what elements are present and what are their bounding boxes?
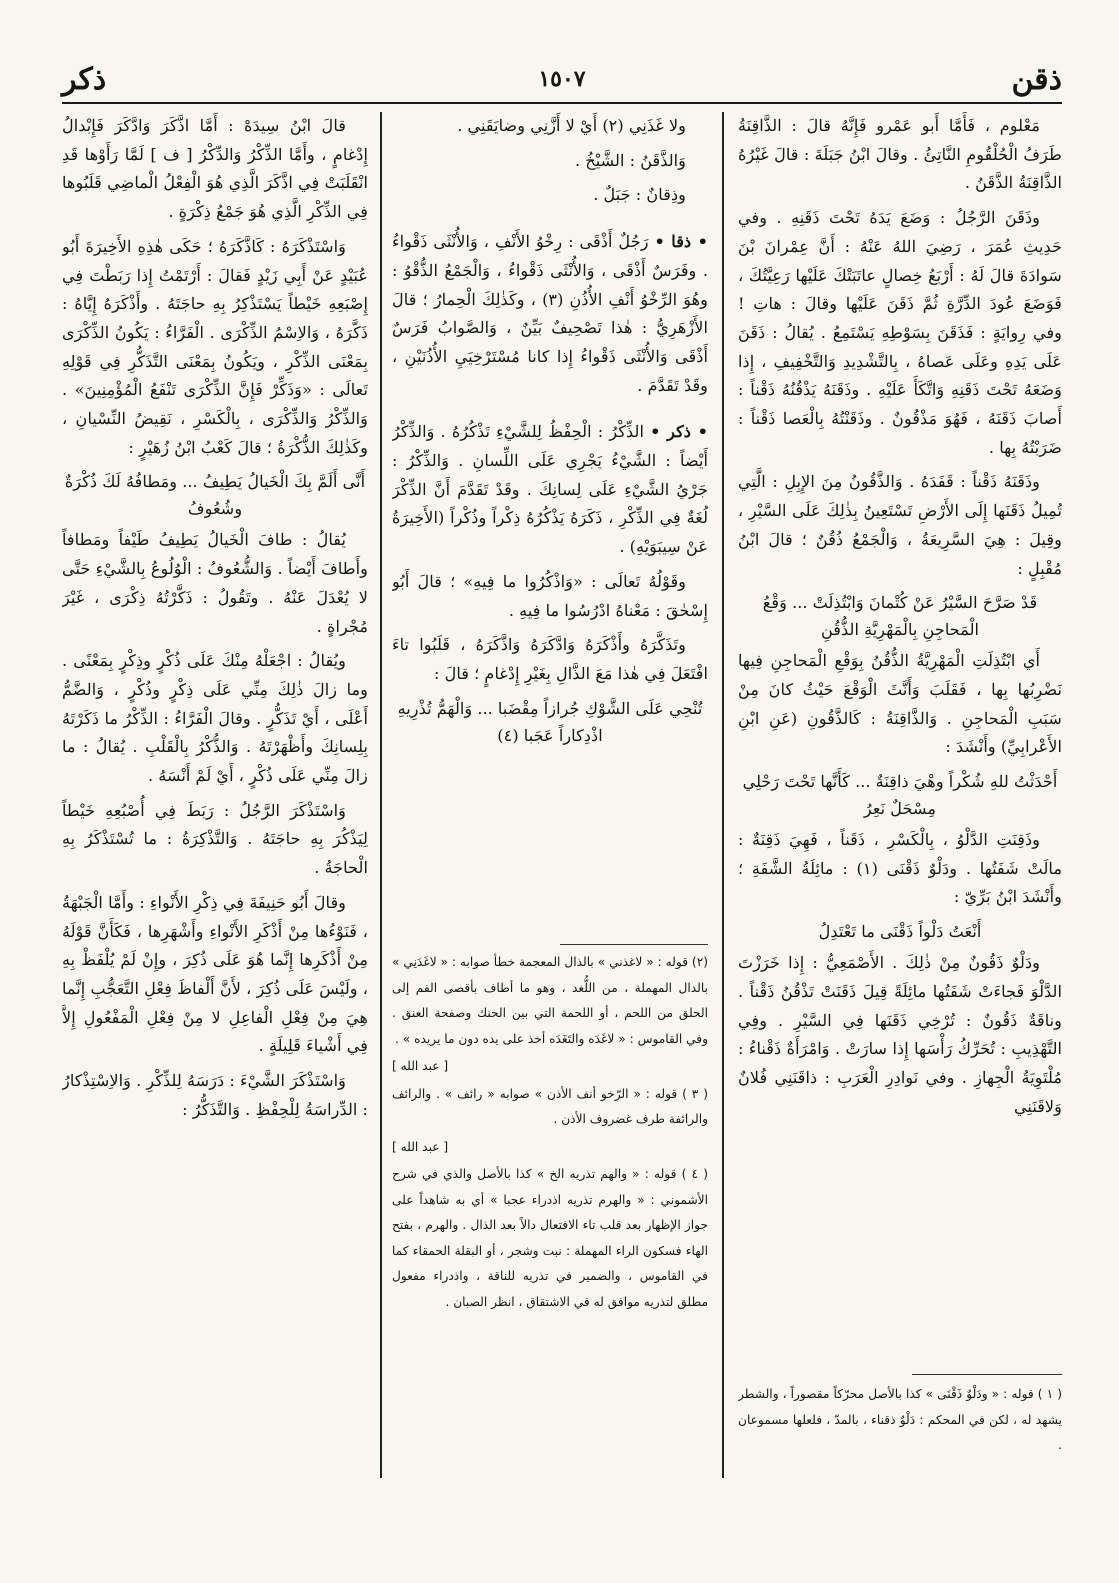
paragraph: وَاسْتَذْكَرَهُ : كَاذَّكَرَهُ ؛ حَكَى هٰذِهِ الأَخِيرَةَ أَبُو عُبَيْدٍ عَنْ أَبِي زَيْدٍ فَقالَ : أَرْتَمْتُ إِذا رَبَطْتَ فِي إِصْبَعِهِ خَيْطاً يَسْتَذْكِرُ بِهِ حاجَتَهُ . وأَذْكَرَهُ إِيَّاهُ : ذَكَّرَهُ ، وَالاِسْمُ الذِّكْرَى . الْفَرَّاءُ : يَكُونُ الذِّكْرَى بِمَعْنَى الذِّكْرِ ، ويَكُونُ بِمَعْنَى التَّذَكُّرِ فِي قَوْلِهِ تَعالَى : «وَذَكِّرْ فَإِنَّ الذِّكْرَى تَنْفَعُ الْمُؤْمِنِينَ» . وَالذِّكْرُ وَالذِّكْرَى ، بِالْكَسْرِ ، نَقِيضُ النِّسْيانِ ، وكَذٰلِكَ الذُّكْرَةُ ؛ قالَ كَعْبُ ابْنُ زُهَيْرٍ : — [62, 236, 368, 457]
verse: قَدْ صَرَّحَ السَّيْرُ عَنْ كُتْمانَ وَابْتُذِلَتْ ... وَقْعُ الْمَحاجِنِ بِالْمَهْرِيَّةِ الذُّقُنِ — [762, 593, 1038, 640]
verse: أَنَّى أَلَمَّ بِكَ الْخَيالُ يَطِيفُ ... ومَطافُهُ لَكَ ذُكْرَةٌ وشُعُوفُ — [64, 472, 366, 519]
column-left — [62, 112, 368, 1478]
footnotes-middle — [392, 950, 708, 1380]
footnote: ( ٤ ) قوله : « والهم تذريه الخ » كذا بالأصل والذي في شرح الأشموني : « والهرم تذريه اذدراء عجبا » أي به شاهداً على جواز الإظهار بعد قلب تاء الافتعال دالاً بعد الذال . والهرم ، بفتح الهاء فسكون الراء المهملة : نبت وشجر ، أو البقلة الحمقاء كما في القاموس ، والضمير في تذريه للناقة ، واذدراء مفعول مطلق لتذريه موافق له في الاشتقاق ، انظر الصبان . — [392, 1167, 708, 1309]
paragraph: وتَذَكَّرَهُ وأَذْكَرَهُ وَادَّكَرَهُ وَاذَّكَرَهُ ، قَلَبُوا تاءَ افْتَعَلَ فِي هٰذا مَعَ الذَّالِ بِغَيْرِ إِدْغامٍ ؛ قالَ : — [392, 635, 708, 683]
paragraph: وَاسْتَذْكَرَ الشَّيْءَ : دَرَسَهُ لِلذِّكْرِ . وَالاِسْتِذْكارُ : الدِّراسَةُ لِلْحِفْظِ . وَالتَّذَكُّرُ : — [62, 1071, 368, 1119]
paragraph: وذَقَنَهُ ذَقْناً : قَفَدَهُ . وَالذَّقُونُ مِنَ الإِبِلِ : الَّتِي تُمِيلُ ذَقَنَها إِلَى الأَرْضِ تَسْتَعِينُ بِذٰلِكَ عَلَى السَّيْرِ ، وقِيلَ : هِيَ السَّرِيعَةُ ، وَالْجَمْعُ ذُقُنٌ ؛ قالَ ابْنُ مُقْبِلٍ : — [738, 472, 1062, 578]
header-left-word: ذكر — [62, 62, 107, 97]
footnote: ( ٣ ) قوله : « الرّخو أنف الأذن » صوابه « رائف » . والرائف والرائفة طرف غضروف الأذن . — [392, 1086, 708, 1126]
verse: أَنْعَتُ دَلْواً ذَقْنَى ما تَعْتَدِلُ — [818, 922, 982, 942]
column-divider — [722, 112, 724, 1478]
page-header — [62, 58, 1062, 104]
column-right — [738, 112, 1062, 1197]
paragraph: وقَوْلُهُ تَعالَى : «وَاذْكُرُوا ما فِيهِ» ؛ قالَ أَبُو إِسْحٰقَ : مَعْناهُ ادْرُسُوا ما فِيهِ . — [392, 571, 708, 620]
paragraph: وذَقِنَتِ الدَّلْوُ ، بِالْكَسْرِ ، ذَقَناً ، فَهِيَ ذَقِنَةٌ : مالَتْ شَفَتُها . ودَلْوٌ ذَقْنَى (١) : مائِلَةُ الشَّفَةِ ؛ وأَنْشَدَ ابْنُ بَرِّيّ : — [738, 830, 1062, 907]
footnote: ( ١ ) قوله : « ودَلْوٌ ذَقْنَى » كذا بالأصل محرّكاً مقصوراً ، والشطر يشهد له ، لكن في المحكم : دَلْوٌ ذقناء ، بالمدّ ، فلعلها مسموعان . — [738, 1387, 1062, 1452]
entry-text: الذِّكْرُ : الْحِفْظُ لِلشَّيْءِ تَذْكُرُهُ . وَالذِّكْرُ أَيْضاً : الشَّيْءُ يَجْرِي عَلَى اللِّسانِ . وَالذِّكْرُ : جَرْيُ الشَّيْءِ عَلَى لِسانِكَ . وقَدْ تَقَدَّمَ أَنَّ الذِّكْرَ لُغَةٌ فِي الذِّكْرِ ، ذَكَرَهُ يَذْكُرُهُ ذِكْراً وذُكْراً (الأَخِيرَةُ عَنْ سِيبَوَيْهِ) . — [392, 422, 708, 557]
paragraph: وَاسْتَذْكَرَ الرَّجُلُ : رَبَطَ فِي أُصْبُعِهِ خَيْطاً لِيَذْكُرَ بِهِ حاجَتَهُ . وَالتَّذْكِرَةُ : ما تُسْتَذْكَرُ بِهِ الْحاجَةُ . — [62, 800, 368, 878]
entry-dhakara — [392, 418, 708, 562]
entry-dhaqa — [392, 228, 708, 400]
page-number: ١٥٠٧ — [538, 66, 586, 92]
footnotes-right — [738, 1382, 1062, 1462]
paragraph: أَي ابْتُذِلَتِ الْمَهْرِيَّةُ الذُّقُنُ بِوَقْعِ الْمَحاجِنِ فِيها نَضْرِبُها بِها ، فَقَلَبَ وَأَنَّثَ الْوَقْعَ حَيْثُ كانَ مِنْ سَبَبِ الْمَحاجِنِ . وَالذَّاقِنَةُ : كَالذَّقُونِ (عَنِ ابْنِ الأَعْرابِيِّ) وأَنْشَدَ : — [738, 651, 1062, 757]
headword: • ذقا • — [654, 232, 708, 252]
verse: أَحْدَثْتُ للهِ شُكْراً وهْيَ ذاقِنَةٌ ... كَأَنَّها تَحْتَ رَحْلِي مِسْحَلٌ نَعِرُ — [742, 772, 1058, 819]
footnote-signature: [ عبد الله ] — [392, 1139, 449, 1154]
verse: تُنْحِي عَلَى الشَّوْكِ جُرازاً مِقْضَبا ... وَالْهَمُّ تُذْرِيهِ اذْدِكاراً عَجَبا (٤) — [397, 698, 703, 745]
entry-text: رَجُلٌ أَذْقَى : رِخْوُ الأَنْفِ ، وَالأُنْثَى ذَقْواءُ . وفَرَسٌ أَذْقَى ، وَالأُنْثَى ذَقْواءُ ، وَالْجَمْعُ الذُّقْوُ : وهُوَ الرِّخْوُ أَنْفِ الأُذُنِ (٣) ، وكَذٰلِكَ الْحِمارُ ؛ قالَ الأَزْهَرِيُّ : هٰذا تَصْحِيفٌ بَيِّنٌ ، وَالصَّوابُ فَرَسٌ أَذْقَى وَالأُنْثَى ذَقْواءُ إِذا كانا مُسْتَرْخِيَيِ الأُذُنَيْنِ ، وقَدْ تَقَدَّمَ . — [392, 232, 708, 395]
paragraph: ويُقالُ : اجْعَلْهُ مِنْكَ عَلَى ذُكْرٍ وذِكْرٍ بِمَعْنًى . وما زالَ ذٰلِكَ مِنِّي عَلَى ذِكْرٍ وذُكْرٍ ، وَالضَّمُّ أَعْلَى ، أَيْ تَذَكُّرٍ . وقالَ الْفَرَّاءُ : الذِّكْرُ ما ذَكَرْتَهُ بِلِسانِكَ وأَظْهَرْتَهُ . وَالذُّكْرُ بِالْقَلْبِ . يُقالُ : ما زالَ مِنِّي عَلَى ذُكْرٍ ، أَيْ لَمْ أَنْسَهُ . — [62, 651, 368, 786]
footnote-rule — [560, 944, 708, 945]
paragraph: وقالَ أَبُو حَنِيفَةَ فِي ذِكْرِ الأَنْواءِ : وأَمَّا الْجَبْهَةُ ، فَنَوْءُها مِنْ أَذْكَرِ الأَنْواءِ وأَشْهَرِها ، فَكَأَنَّ قَوْلَهُ مِنْ أَذْكَرِها إِنَّما هُوَ عَلَى ذُكِرَ ، وإِنْ لَمْ يُلْفَظْ بِهِ ، ولَيْسَ عَلَى ذُكِرَ ، لأَنَّ أَلْفاظَ فِعْلِ التَّعَجُّبِ إِنَّما هِيَ مِنْ فِعْلِ الْفاعِلِ لا مِنْ فِعْلِ الْمَفْعُولِ إِلاَّ فِي أَشْياءَ قَلِيلَةٍ . — [62, 892, 368, 1056]
paragraph: وذِقانٌ : جَبَلٌ . — [593, 185, 686, 205]
column-divider — [380, 112, 382, 1478]
paragraph: وذَقَنَ الرَّجُلُ : وَضَعَ يَدَهُ تَحْتَ ذَقَنِهِ . وفي حَدِيثِ عُمَرَ ، رَضِيَ اللهُ عَنْهُ : أَنَّ عِمْرانَ بْنَ سَوادَةَ قالَ لَهُ : أَرْبَعُ خِصالٍ عاتَبَتْكَ عَلَيْها رَعِيَّتُكَ ، فَوَضَعَ عُودَ الدِّرَّةِ ثُمَّ ذَقَنَ عَلَيْها وقالَ : هاتِ ! وفي رِوايَةٍ : فَذَقَنَ بِسَوْطِهِ يَسْتَمِعُ . يُقالُ : ذَقَنَ عَلَى يَدِهِ وعَلَى عَصاهُ ، بِالتَّشْدِيدِ وَالتَّخْفِيفِ ، إِذا وَضَعَهُ تَحْتَ ذَقَنِهِ وَاتَّكَأَ عَلَيْهِ . وذَقَنَهُ يَذْقُنُهُ ذَقْناً : أَصابَ ذَقَنَهُ ، فَهُوَ مَذْقُونٌ . وذَقَنْتُهُ بِالْعَصا ذَقْناً : ضَرَبْتُهُ بِها . — [738, 208, 1062, 457]
column-middle — [392, 112, 708, 948]
paragraph: يُقالُ : طافَ الْخَيالُ يَطِيفُ طَيْفاً ومَطافاً وأَطافَ أَيْضاً . وَالشُّعُوفُ : الْوُلُوعُ بِالشَّيْءِ حَتَّى لا يُعْدَلَ عَنْهُ . وتَقُولُ : ذَكَّرْتُهُ ذِكْرَى ، غَيْرَ مُجْراةٍ . — [62, 530, 368, 636]
paragraph: ودَلْوٌ ذَقُونٌ مِنْ ذٰلِكَ . الأَصْمَعِيُّ : إِذا خَرَزْتَ الدَّلْوَ فَجاءَتْ شَفَتُها مائِلَةً قِيلَ ذَقَنَتْ تَذْقُنُ ذَقْناً . وناقَةٌ ذَقُونٌ : تُرْخِي ذَقَنَها فِي السَّيْرِ . وفِي التَّهْذِيبِ : تُحَرِّكُ رَأْسَها إِذا سارَتْ . وَامْرَأَةٌ ذَقْناءُ : مُلْتَوِيَةُ الْجِهازِ . وفي نَوادِرِ الْعَرَبِ : ذاقَنَنِي فُلانٌ وَلاقَنَنِي — [738, 953, 1062, 1116]
footnote: (٢) قوله : « لاغذني » بالذال المعجمة خطأ صوابه : « لاغَدَنِي » بالدال المهملة ، من اللُّغد ، وهو ما أطاف بأقصى الفم إلى الحلق من اللحم ، أو اللحمة التي بين الحنك وصفحة العنق . وفي القاموس : « لاغَدَه والتَغَدَه أخذ على يده دون ما يريده » . — [392, 955, 708, 1046]
paragraph: قالَ ابْنُ سِيدَهْ : أَمَّا اذَّكَرَ وَادَّكَرَ فَإِبْدالُ إِدْغامٍ ، وأَمَّا الذِّكْرُ وَالدِّكْرُ [ ف ] لَمَّا رَأَوْها قَدِ انْقَلَبَتْ فِي اذَّكَرَ الَّذِي هُوَ الْفِعْلُ الْماضِي قَلَبُوها فِي الذِّكْرِ الَّذِي هُوَ جَمْعُ ذِكْرَةٍ . — [62, 116, 368, 222]
paragraph: مَعْلوم ، فَأَمَّا أَبو عَمْرو فَإِنَّهُ قالَ : الذَّاقِنَةُ طَرَفُ الْحُلْقُومِ النَّاتِئُ . وقالَ ابْنُ جَبَلَةَ : قالَ غَيْرُهُ الذَّاقِنَةُ الذَّقَنُ . — [738, 116, 1062, 193]
footnote-rule — [912, 1374, 1062, 1375]
headword: • ذكر • — [650, 422, 708, 442]
paragraph: وَالذَّقَنُ : الشَّيْخُ . — [574, 150, 686, 170]
footnote-signature: [ عبد الله ] — [392, 1059, 449, 1073]
header-right-word: ذقن — [1011, 62, 1062, 97]
paragraph: ولا غَذَنِي (٢) أَيْ لا أَزَّنِي وضايَقَنِي . — [457, 116, 686, 135]
